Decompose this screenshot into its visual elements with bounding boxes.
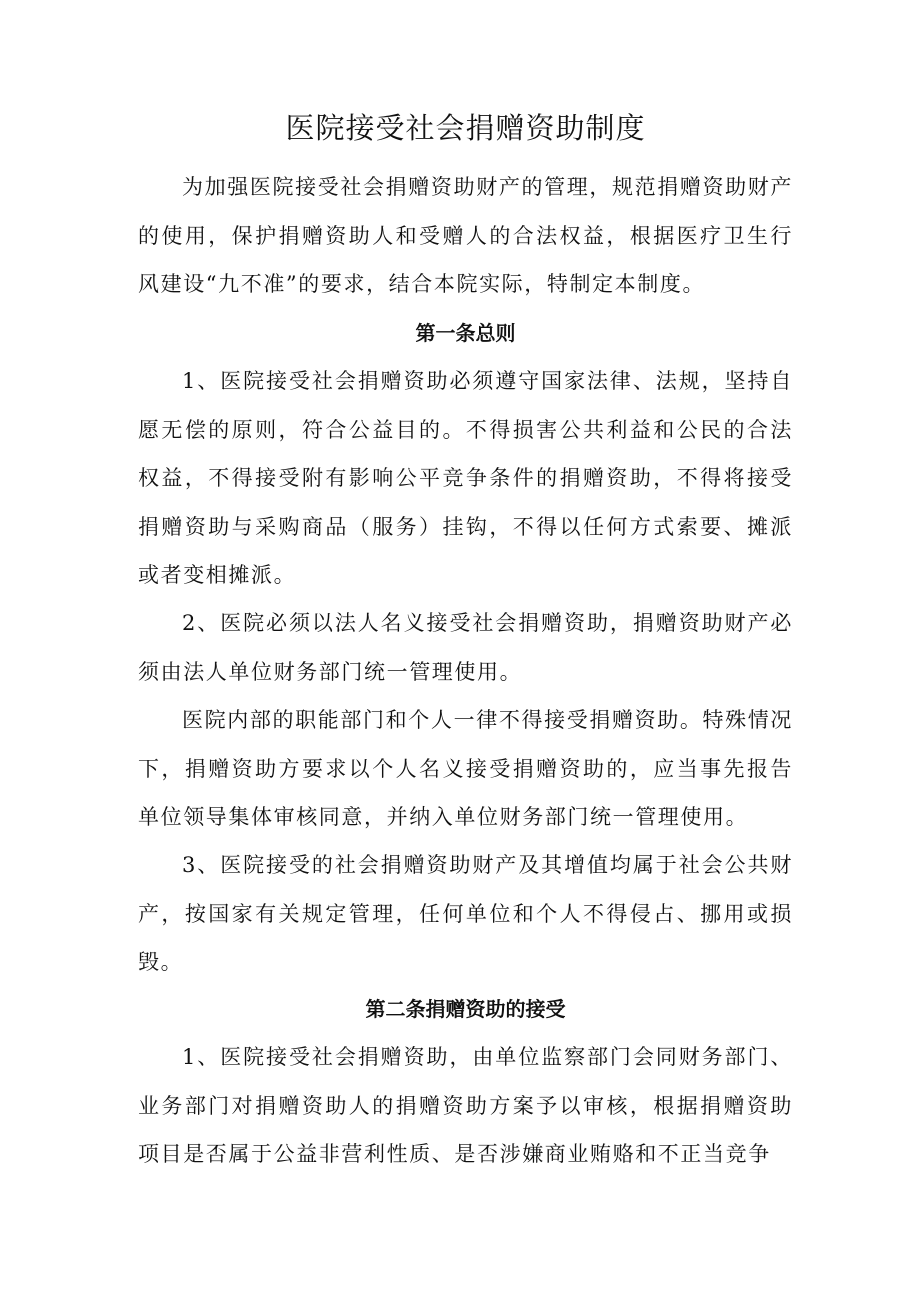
section-2-heading: 第二条捐赠资助的接受 (365, 997, 566, 1021)
section-1-paragraph-2: 2、医院必须以法人名义接受社会捐赠资助，捐赠资助财产必须由法人单位财务部门统一管理使用。 (138, 611, 793, 684)
section-1-paragraph-4: 3、医院接受的社会捐赠资助财产及其增值均属于社会公共财产，按国家有关规定管理，任何单位和个人不得侵占、挪用或损毁。 (138, 853, 793, 974)
section-1-heading: 第一条总则 (415, 321, 516, 345)
section-1-paragraph-1: 1、医院接受社会捐赠资助必须遵守国家法律、法规，坚持自愿无偿的原则，符合公益目的。不得损害公共利益和公民的合法权益，不得接受附有影响公平竞争条件的捐赠资助，不得将接受捐赠资助与采购商品（服务）挂钩，不得以任何方式索要、摊派或者变相摊派。 (138, 369, 793, 587)
section-2-paragraph-1: 1、医院接受社会捐赠资助，由单位监察部门会同财务部门、业务部门对捐赠资助人的捐赠资助方案予以审核，根据捐赠资助项目是否属于公益非营利性质、是否涉嫌商业贿赂和不正当竞争 (138, 1045, 793, 1166)
section-1-paragraph-3: 医院内部的职能部门和个人一律不得接受捐赠资助。特殊情况下，捐赠资助方要求以个人名义接受捐赠资助的，应当事先报告单位领导集体审核同意，并纳入单位财务部门统一管理使用。 (138, 708, 793, 829)
document-title: 医院接受社会捐赠资助制度 (285, 111, 646, 145)
intro-paragraph: 为加强医院接受社会捐赠资助财产的管理，规范捐赠资助财产的使用，保护捐赠资助人和受赠人的合法权益，根据医疗卫生行风建设“九不准”的要求，结合本院实际，特制定本制度。 (138, 175, 793, 296)
